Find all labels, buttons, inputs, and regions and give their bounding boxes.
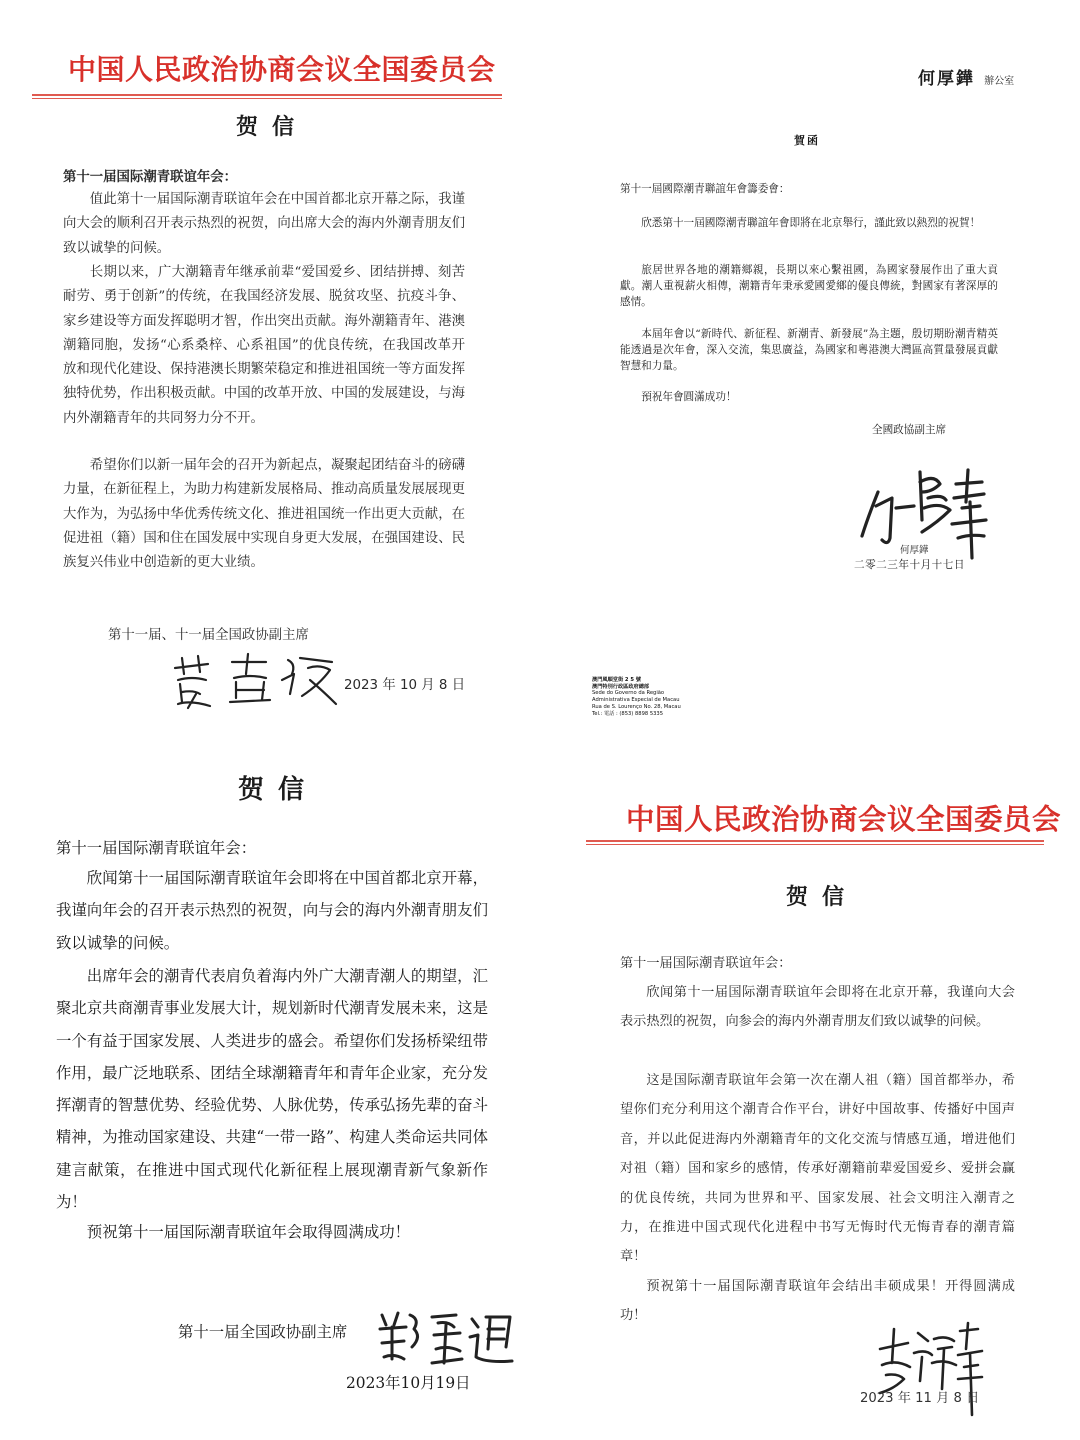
letterhead-rule-thin <box>586 844 1044 845</box>
letter-title: 贺信 <box>238 775 319 805</box>
paragraph-1: 值此第十一届国际潮青联谊年会在中国首都北京开幕之际，我谨向大会的顺利召开表示热烈的祝贺，向出席大会的海内外潮青朋友们致以诚挚的问候。 <box>63 192 465 256</box>
footer-line: Rua de S. Lourenço No. 28, Macau <box>592 703 681 710</box>
letter-bottom-left <box>0 735 560 1440</box>
paragraph-2: 长期以来，广大潮籍青年继承前辈“爱国爱乡、团结拼搏、刻苦耐劳、勇于创新”的传统，在我国经济发展、脱贫攻坚、抗疫斗争、家乡建设等方面发挥聪明才智，作出突出贡献。海外潮籍青年、港澳潮籍同胞，发扬“心系桑梓、心系祖国”的优良传统，在我国改革开放和现代化建设、保持港澳长期繁荣稳定和推进祖国统一等方面发挥独特优势，作出积极贡献。中国的改革开放、中国的发展建设，与海内外潮籍青年的共同努力分不开。 <box>63 265 465 426</box>
paragraph-2: 这是国际潮青联谊年会第一次在潮人祖（籍）国首都举办，希望你们充分利用这个潮青合作平台，讲好中国故事、传播好中国声音，并以此促进海内外潮籍青年的文化交流与情感互通，增进他们对祖（籍）国和家乡的感情，传承好潮籍前辈爱国爱乡、爱拼会赢的优良传统，共同为世界和平、国家发展、社会文明注入潮青之力，在推进中国式现代化进程中书写无悔时代无悔青春的潮青篇章！ <box>620 1073 1015 1265</box>
signer-title: 第十一届、十一届全国政协副主席 <box>108 628 309 643</box>
letter-title: 贺信 <box>786 884 859 910</box>
letterhead-rule <box>586 840 1044 842</box>
paragraph-2: 旅居世界各地的潮籍鄉親，長期以來心繫祖國，為國家發展作出了重大貢獻。潮人重視薪火相傳，潮籍青年秉承愛國愛鄉的優良傳統，對國家有著深厚的感情。 <box>620 264 998 308</box>
office-name: 何厚鏵 <box>918 69 975 89</box>
salutation: 第十一届国际潮青联谊年会： <box>63 169 238 185</box>
date: 二零二三年十月十七日 <box>854 559 965 571</box>
date: 2023 年 10 月 8 日 <box>344 678 466 693</box>
date: 2023 年 11 月 8 日 <box>860 1391 980 1406</box>
letterhead-rule-thin <box>32 98 502 99</box>
address-footer <box>592 677 681 717</box>
letter-title: 賀函 <box>794 134 820 147</box>
paragraph-1: 欣闻第十一届国际潮青联谊年会即将在中国首都北京开幕，我谨向年会的召开表示热烈的祝贺，向与会的海内外潮青朋友们致以诚挚的问候。 <box>56 869 488 952</box>
footer-line: Tel.: 電話 : (853) 8898 5335 <box>592 710 664 717</box>
paragraph-2: 出席年会的潮青代表肩负着海内外广大潮青潮人的期望，汇聚北京共商潮青事业发展大计，规划新时代潮青发展未来，这是一个有益于国家发展、人类进步的盛会。希望你们发扬桥梁纽带作用，最广泛地联系、团结全球潮籍青年和青年企业家，充分发挥潮青的智慧优势、经验优势、人脉优势，传承弘扬先辈的奋斗精神，为推动国家建设、共建“一带一路”、构建人类命运共同体建言献策，在推进中国式现代化新征程上展现潮青新气象新作为！ <box>56 967 488 1212</box>
signer-title: 全國政協副主席 <box>872 424 947 436</box>
paragraph-3: 预祝第十一届国际潮青联谊年会取得圆满成功！ <box>86 1223 411 1241</box>
footer-line: Administrativa Especial de Macau <box>592 697 680 704</box>
salutation: 第十一屆國際潮青聯誼年會籌委會： <box>620 183 790 195</box>
letterhead-rule <box>32 94 502 96</box>
paragraph-3: 希望你们以新一届年会的召开为新起点，凝聚起团结奋斗的磅礴力量，在新征程上，为助力构建新发展格局、推动高质量发展展现更大作为，为弘扬中华优秀传统文化、推进祖国统一作出更大贡献，在促进祖（籍）国和住在国发展中实现自身更大发展，在强国建设、民族复兴伟业中创造新的更大业绩。 <box>63 458 465 571</box>
date: 2023年10月19日 <box>346 1374 471 1392</box>
letter-cppcc-bottom-right <box>560 735 1080 1440</box>
letterhead-title: 中国人民政治协商会议全国委员会 <box>68 53 496 86</box>
paragraph-3: 本屆年會以“新時代、新征程、新潮青、新發展”為主題，殷切期盼潮青精英能透過是次年會，深入交流，集思廣益，為國家和粵港澳大灣區高質量發展貢獻智慧和力量。 <box>620 328 998 372</box>
footer-line: Sede do Governo da Região <box>592 690 665 697</box>
letter-cppcc-top-left <box>0 0 540 720</box>
letterhead-title: 中国人民政治协商会议全国委员会 <box>626 802 1062 836</box>
handwritten-signature <box>376 1307 516 1367</box>
paragraph-1: 欣闻第十一届国际潮青联谊年会即将在北京开幕，我谨向大会表示热烈的祝贺，向参会的海内外潮青朋友们致以诚挚的问候。 <box>620 985 1015 1030</box>
footer-line: 澳門風順堂街 2 5 號 <box>592 677 641 683</box>
signer-name: 何厚鏵 <box>900 545 929 556</box>
letter-ho-hau-wah-office <box>540 0 1080 720</box>
signer-title: 第十一届全国政协副主席 <box>178 1323 348 1341</box>
footer-line: 澳門特別行政區政府總部 <box>592 683 650 690</box>
office-letterhead <box>918 64 1014 89</box>
letter-title: 贺信 <box>236 114 309 140</box>
salutation: 第十一届国际潮青联谊年会： <box>620 956 792 971</box>
paragraph-4: 預祝年會圓滿成功！ <box>641 391 737 403</box>
handwritten-signature <box>170 650 340 710</box>
salutation: 第十一届国际潮青联谊年会： <box>56 839 257 857</box>
office-suffix: 辦公室 <box>984 76 1015 87</box>
paragraph-1: 欣悉第十一屆國際潮青聯誼年會即將在北京舉行，謹此致以熱烈的祝賀！ <box>641 217 981 229</box>
paragraph-3: 预祝第十一届国际潮青联谊年会结出丰硕成果！开得圆满成功！ <box>620 1279 1015 1324</box>
